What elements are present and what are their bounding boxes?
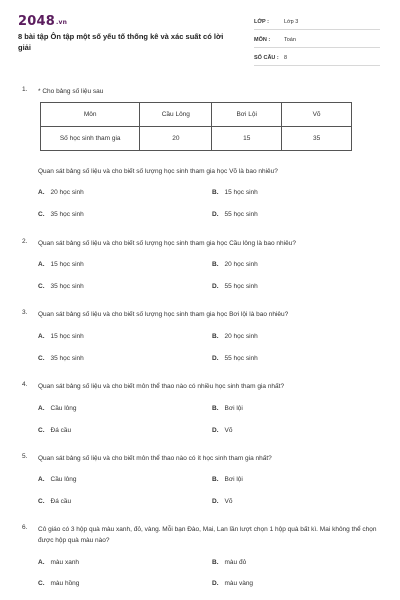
option-letter: D. bbox=[212, 211, 219, 218]
option-d[interactable] bbox=[212, 580, 253, 587]
meta-key: LỚP : bbox=[254, 19, 269, 25]
table-header-row bbox=[41, 103, 352, 127]
option-text: màu vàng bbox=[224, 580, 254, 587]
meta-value: Toán bbox=[284, 37, 296, 43]
header bbox=[0, 0, 400, 74]
option-letter: A. bbox=[38, 476, 45, 483]
option-d[interactable] bbox=[212, 355, 258, 362]
table-cell: 20 bbox=[140, 127, 212, 151]
meta-info bbox=[254, 15, 380, 69]
option-letter: B. bbox=[212, 476, 219, 483]
option-text: 15 học sinh bbox=[50, 261, 84, 268]
option-letter: C. bbox=[38, 283, 45, 290]
question-4 bbox=[22, 381, 382, 393]
logo-text: 2048 bbox=[18, 14, 55, 29]
data-table bbox=[40, 102, 352, 151]
option-letter: C. bbox=[38, 427, 45, 434]
meta-value: 8 bbox=[284, 55, 288, 61]
option-letter: A. bbox=[38, 189, 45, 196]
meta-key: SỐ CÂU : bbox=[254, 55, 279, 61]
option-letter: D. bbox=[212, 427, 219, 434]
option-d[interactable] bbox=[212, 283, 258, 290]
meta-row-class bbox=[254, 15, 380, 30]
option-text: 20 học sinh bbox=[224, 261, 258, 268]
option-c[interactable] bbox=[38, 580, 79, 587]
option-letter: B. bbox=[212, 333, 219, 340]
question-subtext: Quan sát bảng số liệu và cho biết số lượng học sinh tham gia học Võ là bao nhiêu? bbox=[38, 168, 278, 175]
option-letter: D. bbox=[212, 498, 219, 505]
option-text: 55 học sinh bbox=[224, 211, 258, 218]
option-b[interactable] bbox=[212, 476, 243, 483]
option-letter: A. bbox=[38, 333, 45, 340]
question-3 bbox=[22, 309, 382, 321]
option-text: 20 học sinh bbox=[50, 189, 84, 196]
question-text: Quan sát bảng số liệu và cho biết số lượng học sinh tham gia học Cầu lông là bao nhiêu? bbox=[38, 240, 296, 247]
option-text: Bơi lội bbox=[224, 476, 243, 483]
table-cell: Môn bbox=[41, 103, 140, 127]
meta-row-count bbox=[254, 51, 380, 66]
site-logo[interactable] bbox=[18, 14, 67, 29]
option-text: 55 học sinh bbox=[224, 283, 258, 290]
option-b[interactable] bbox=[212, 261, 258, 268]
option-a[interactable] bbox=[38, 476, 77, 483]
question-text: Quan sát bảng số liệu và cho biết môn thể thao nào có nhiều học sinh tham gia nhất? bbox=[38, 383, 285, 390]
option-text: Bơi lội bbox=[224, 405, 243, 412]
option-c[interactable] bbox=[38, 355, 84, 362]
option-text: 15 học sinh bbox=[50, 333, 84, 340]
page-title: 8 bài tập Ôn tập một số yếu tố thống kê và xác suất có lời giải bbox=[18, 32, 224, 52]
option-d[interactable] bbox=[212, 498, 232, 505]
option-c[interactable] bbox=[38, 211, 84, 218]
option-letter: A. bbox=[38, 261, 45, 268]
option-text: Võ bbox=[224, 498, 233, 505]
option-letter: D. bbox=[212, 580, 219, 587]
question-text: Quan sát bảng số liệu và cho biết môn thể thao nào có ít học sinh tham gia nhất? bbox=[38, 455, 272, 462]
option-text: 20 học sinh bbox=[224, 333, 258, 340]
option-letter: C. bbox=[38, 580, 45, 587]
question-number: 6. bbox=[22, 524, 28, 531]
question-number: 5. bbox=[22, 453, 28, 460]
option-c[interactable] bbox=[38, 427, 71, 434]
option-letter: B. bbox=[212, 559, 219, 566]
table-cell: 15 bbox=[212, 127, 282, 151]
option-text: màu xanh bbox=[50, 559, 80, 566]
option-b[interactable] bbox=[212, 405, 243, 412]
option-text: màu hồng bbox=[50, 580, 80, 587]
table-cell: 35 bbox=[282, 127, 352, 151]
option-b[interactable] bbox=[212, 559, 246, 566]
question-1 bbox=[22, 86, 382, 226]
option-text: 55 học sinh bbox=[224, 355, 258, 362]
table-cell: Võ bbox=[282, 103, 352, 127]
option-letter: A. bbox=[38, 405, 45, 412]
option-text: Cầu lông bbox=[50, 405, 77, 412]
option-letter: C. bbox=[38, 498, 45, 505]
option-letter: B. bbox=[212, 405, 219, 412]
question-number: 4. bbox=[22, 381, 28, 388]
meta-row-subject bbox=[254, 33, 380, 48]
option-text: 35 học sinh bbox=[50, 283, 84, 290]
option-b[interactable] bbox=[212, 189, 258, 196]
option-a[interactable] bbox=[38, 261, 84, 268]
meta-key: MÔN : bbox=[254, 37, 271, 43]
option-letter: B. bbox=[212, 261, 219, 268]
question-2 bbox=[22, 238, 382, 250]
option-text: Đá cầu bbox=[50, 427, 72, 434]
table-cell: Số học sinh tham gia bbox=[41, 127, 140, 151]
question-number: 2. bbox=[22, 238, 28, 245]
option-text: Cầu lông bbox=[50, 476, 77, 483]
meta-value: Lớp 3 bbox=[284, 19, 299, 25]
question-text: Cô giáo có 3 hộp quà màu xanh, đỏ, vàng. Mỗi bạn Đào, Mai, Lan lần lượt chọn 1 hộp quà bất kì. Mai không thể chọn được hộp quà màu nào? bbox=[38, 526, 377, 544]
option-letter: C. bbox=[38, 211, 45, 218]
option-b[interactable] bbox=[212, 333, 258, 340]
table-cell: Cầu Lông bbox=[140, 103, 212, 127]
logo-tld: .vn bbox=[55, 19, 68, 26]
option-text: Võ bbox=[224, 427, 233, 434]
question-number: 1. bbox=[22, 86, 28, 93]
option-a[interactable] bbox=[38, 559, 79, 566]
option-text: 35 học sinh bbox=[50, 211, 84, 218]
option-c[interactable] bbox=[38, 283, 84, 290]
option-letter: C. bbox=[38, 355, 45, 362]
question-text: Quan sát bảng số liệu và cho biết số lượng học sinh tham gia học Bơi lội là bao nhiêu? bbox=[38, 311, 289, 318]
option-a[interactable] bbox=[38, 405, 77, 412]
question-number: 3. bbox=[22, 309, 28, 316]
question-6 bbox=[22, 524, 382, 548]
option-d[interactable] bbox=[212, 427, 232, 434]
option-d[interactable] bbox=[212, 211, 258, 218]
table-row bbox=[41, 127, 352, 151]
option-a[interactable] bbox=[38, 333, 84, 340]
question-text: * Cho bảng số liệu sau bbox=[38, 88, 104, 95]
option-letter: B. bbox=[212, 189, 219, 196]
option-c[interactable] bbox=[38, 498, 71, 505]
option-text: 15 học sinh bbox=[224, 189, 258, 196]
option-text: màu đỏ bbox=[224, 559, 247, 566]
option-letter: D. bbox=[212, 283, 219, 290]
question-5 bbox=[22, 453, 382, 465]
option-letter: A. bbox=[38, 559, 45, 566]
option-letter: D. bbox=[212, 355, 219, 362]
option-text: Đá cầu bbox=[50, 498, 72, 505]
table-cell: Bơi Lội bbox=[212, 103, 282, 127]
option-text: 35 học sinh bbox=[50, 355, 84, 362]
option-a[interactable] bbox=[38, 189, 84, 196]
